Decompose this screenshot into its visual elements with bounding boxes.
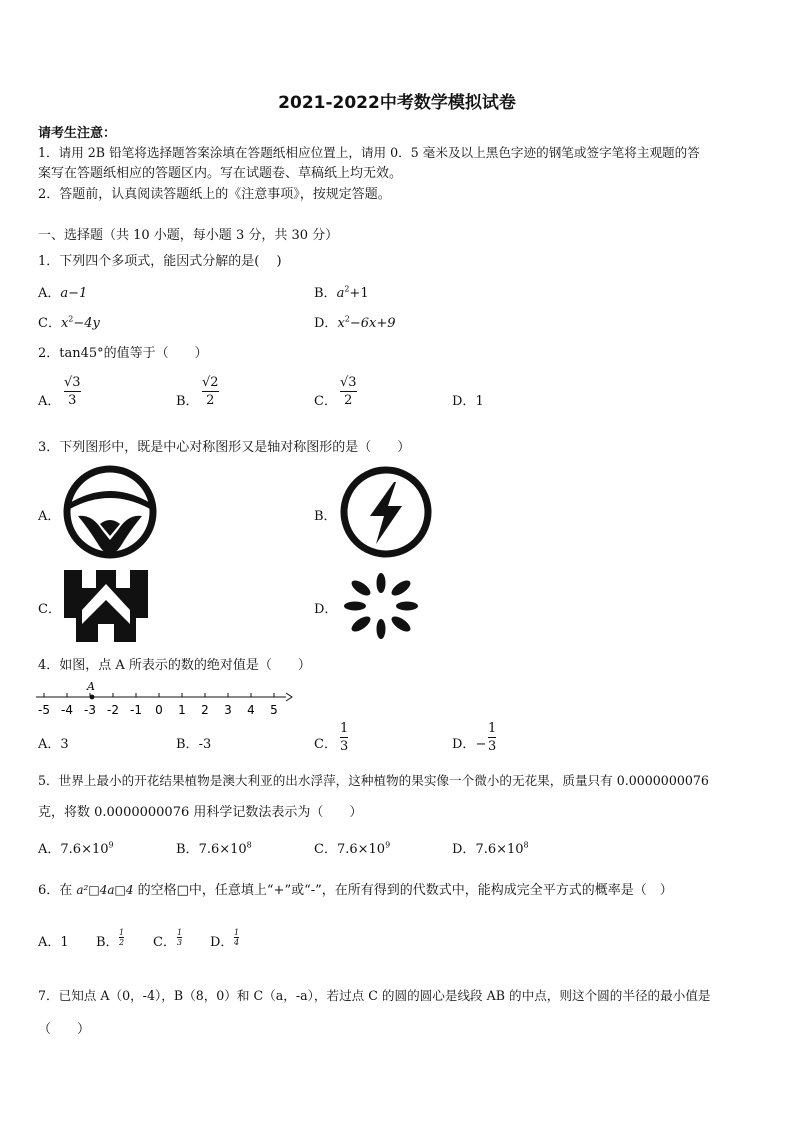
q2-b-fraction — [202, 375, 219, 408]
q5-c-base: 7.6×10 — [336, 842, 386, 857]
fraction-bar — [64, 391, 81, 392]
q2-a-num: √3 — [64, 375, 81, 390]
q5-a-base: 7.6×10 — [60, 842, 109, 857]
q6-b-label[interactable]: B． — [96, 935, 119, 950]
q6-c-den: 3 — [177, 938, 183, 947]
q6-stem-pre: 6．在 — [38, 883, 77, 898]
q5-b-label: B． — [176, 842, 199, 857]
q6-b-fraction — [119, 928, 124, 947]
q1-option-c[interactable] — [38, 312, 100, 331]
q4-d-fraction — [488, 721, 496, 754]
q6-stem — [38, 879, 673, 898]
q4-d-label: D． — [452, 737, 476, 752]
q5-d-exp: 8 — [523, 840, 529, 850]
point-a-label: A — [87, 680, 95, 693]
q2-stem: 2．tan45°的值等于（ ） — [38, 346, 208, 361]
q4-c-fraction — [340, 721, 348, 754]
q2-d-text: 1 — [475, 394, 484, 409]
q4-number-line — [34, 678, 296, 720]
q3-a-emblem-figure[interactable] — [62, 464, 158, 560]
q5-option-a[interactable] — [38, 838, 114, 857]
q4-stem: 4．如图，点 A 所表示的数的绝对值是（ ） — [38, 658, 311, 673]
q2-c-den: 2 — [344, 393, 353, 408]
q3-d-label[interactable]: D． — [314, 602, 338, 617]
q4-b-text: -3 — [198, 737, 212, 752]
q1-d-label: D． — [314, 316, 338, 331]
q1-option-d[interactable] — [314, 312, 396, 331]
q4-option-a[interactable] — [38, 733, 69, 752]
q3-c-block-figure[interactable] — [64, 570, 148, 642]
exam-title: 2021-2022中考数学模拟试卷 — [278, 93, 516, 113]
q1-c-base: x — [60, 316, 69, 331]
q6-stem-post: 的空格□中，任意填上“+”或“-”，在所有得到的代数式中，能构成完全平方式的概率是（ ） — [133, 883, 673, 898]
q2-d-label: D． — [452, 394, 476, 409]
q5-option-c[interactable] — [314, 838, 390, 857]
fraction-bar — [202, 391, 219, 392]
q4-option-d[interactable] — [452, 733, 486, 752]
q3-d-flower-figure[interactable] — [338, 570, 424, 642]
q6-c-num: 1 — [177, 928, 183, 937]
notice-heading: 请考生注意： — [38, 126, 117, 141]
q1-d-exp: 2 — [344, 314, 350, 324]
q5-b-base: 7.6×10 — [198, 842, 247, 857]
q6-c-fraction — [177, 928, 182, 947]
number-line-tick-label: -1 — [130, 703, 142, 717]
q3-a-label[interactable]: A． — [38, 509, 61, 524]
q5-stem-line-2: 克，将数 0.0000000076 用科学记数法表示为（ ） — [38, 805, 363, 820]
q6-d-fraction — [234, 928, 239, 947]
fraction-bar — [340, 737, 348, 738]
number-line-tick-label: 2 — [201, 703, 209, 717]
q4-d-sign: − — [475, 737, 487, 752]
q4-option-b[interactable] — [176, 733, 211, 752]
point-a-dot — [90, 695, 95, 700]
q6-b-den: 2 — [119, 938, 125, 947]
q6-expression: a²□4a□4 — [76, 883, 134, 897]
q6-c-label[interactable]: C． — [153, 935, 176, 950]
q4-d-den: 3 — [488, 739, 497, 754]
q1-b-exp: 2 — [344, 284, 350, 294]
q5-option-d[interactable] — [452, 838, 529, 857]
q1-c-label: C． — [38, 316, 61, 331]
q3-b-lightning-figure[interactable] — [338, 464, 434, 560]
q1-d-base: x — [337, 316, 345, 331]
number-line-tick-label: 1 — [178, 703, 186, 717]
number-line-tick-label: 5 — [270, 703, 278, 717]
q1-c-rest: −4y — [73, 316, 100, 331]
q7-stem-line-2: （ ） — [38, 1022, 91, 1037]
number-line-tick-label: 0 — [155, 703, 163, 717]
q1-c-exp: 2 — [68, 314, 74, 324]
q3-b-label[interactable]: B． — [314, 509, 337, 524]
section-heading: 一、选择题（共 10 小题，每小题 3 分，共 30 分） — [38, 228, 339, 243]
number-line-tick-label: -2 — [107, 703, 119, 717]
fraction-bar — [340, 391, 357, 392]
q2-b-den: 2 — [206, 393, 215, 408]
notice-line-1b: 案写在答题纸相应的答题区内。写在试题卷、草稿纸上均无效。 — [38, 166, 403, 181]
q5-c-label: C． — [314, 842, 337, 857]
number-line-tick-label: 4 — [247, 703, 255, 717]
q2-a-den: 3 — [68, 393, 77, 408]
q5-stem-line-1: 5．世界上最小的开花结果植物是澳大利亚的出水浮萍，这种植物的果实像一个微小的无花果，质量只有 0.0000000076 — [38, 773, 709, 788]
q2-b-label[interactable]: B． — [176, 394, 199, 409]
q6-d-num: 1 — [234, 928, 240, 937]
q4-b-label: B． — [176, 737, 199, 752]
q4-d-num: 1 — [488, 721, 497, 736]
q6-a-label: A． — [38, 935, 61, 950]
notice-line-1a: 1．请用 2B 铅笔将选择题答案涂填在答题纸相应位置上，请用 0．5 毫米及以上黑色字迹的钢笔或签字笔将主观题的答 — [38, 145, 700, 160]
q4-a-label: A． — [38, 737, 61, 752]
number-line-tick-label: 3 — [224, 703, 232, 717]
q1-a-text: a−1 — [60, 286, 88, 301]
q3-c-label[interactable]: C． — [38, 602, 61, 617]
notice-line-2: 2．答题前，认真阅读答题纸上的《注意事项》，按规定答题。 — [38, 187, 391, 202]
q1-b-base: a — [336, 286, 345, 301]
q2-a-fraction — [64, 375, 81, 408]
q6-b-num: 1 — [119, 928, 125, 937]
q1-option-b[interactable] — [314, 282, 369, 301]
q1-b-label: B． — [314, 286, 337, 301]
q5-a-label: A． — [38, 842, 61, 857]
q3-stem: 3．下列图形中，既是中心对称图形又是轴对称图形的是（ ） — [38, 440, 411, 455]
number-line-tick-label: -3 — [84, 703, 96, 717]
q4-c-label[interactable]: C． — [314, 737, 337, 752]
q1-d-rest: −6x+9 — [349, 316, 396, 331]
number-line-tick-label: -4 — [61, 703, 73, 717]
q5-b-exp: 8 — [246, 840, 252, 850]
q6-a-text: 1 — [60, 935, 69, 950]
q1-option-a[interactable] — [38, 282, 87, 301]
q6-option-a[interactable] — [38, 931, 69, 950]
q2-c-label[interactable]: C． — [314, 394, 337, 409]
q6-d-den: 4 — [234, 938, 240, 947]
fraction-bar — [488, 737, 496, 738]
q4-a-text: 3 — [60, 737, 69, 752]
q2-c-num: √3 — [340, 375, 357, 390]
q7-stem-line-1: 7．已知点 A（0，-4），B（8，0）和 C（a，-a），若过点 C 的圆的圆心是线段 AB 的中点，则这个圆的半径的最小值是 — [38, 988, 711, 1003]
q4-c-num: 1 — [340, 721, 349, 736]
q5-a-exp: 9 — [108, 840, 114, 850]
q5-d-label: D． — [452, 842, 476, 857]
q5-c-exp: 9 — [385, 840, 391, 850]
q4-c-den: 3 — [340, 739, 349, 754]
q1-b-rest: +1 — [349, 286, 369, 301]
q1-stem: 1．下列四个多项式，能因式分解的是( ) — [38, 254, 282, 269]
q2-a-label[interactable]: A． — [38, 394, 61, 409]
q5-d-base: 7.6×10 — [475, 842, 524, 857]
q5-option-b[interactable] — [176, 838, 252, 857]
q2-option-d[interactable] — [452, 390, 484, 409]
q1-a-label: A． — [38, 286, 61, 301]
q2-b-num: √2 — [202, 375, 219, 390]
q6-d-label[interactable]: D． — [210, 935, 234, 950]
number-line-tick-label: -5 — [38, 703, 50, 717]
q2-c-fraction — [340, 375, 357, 408]
